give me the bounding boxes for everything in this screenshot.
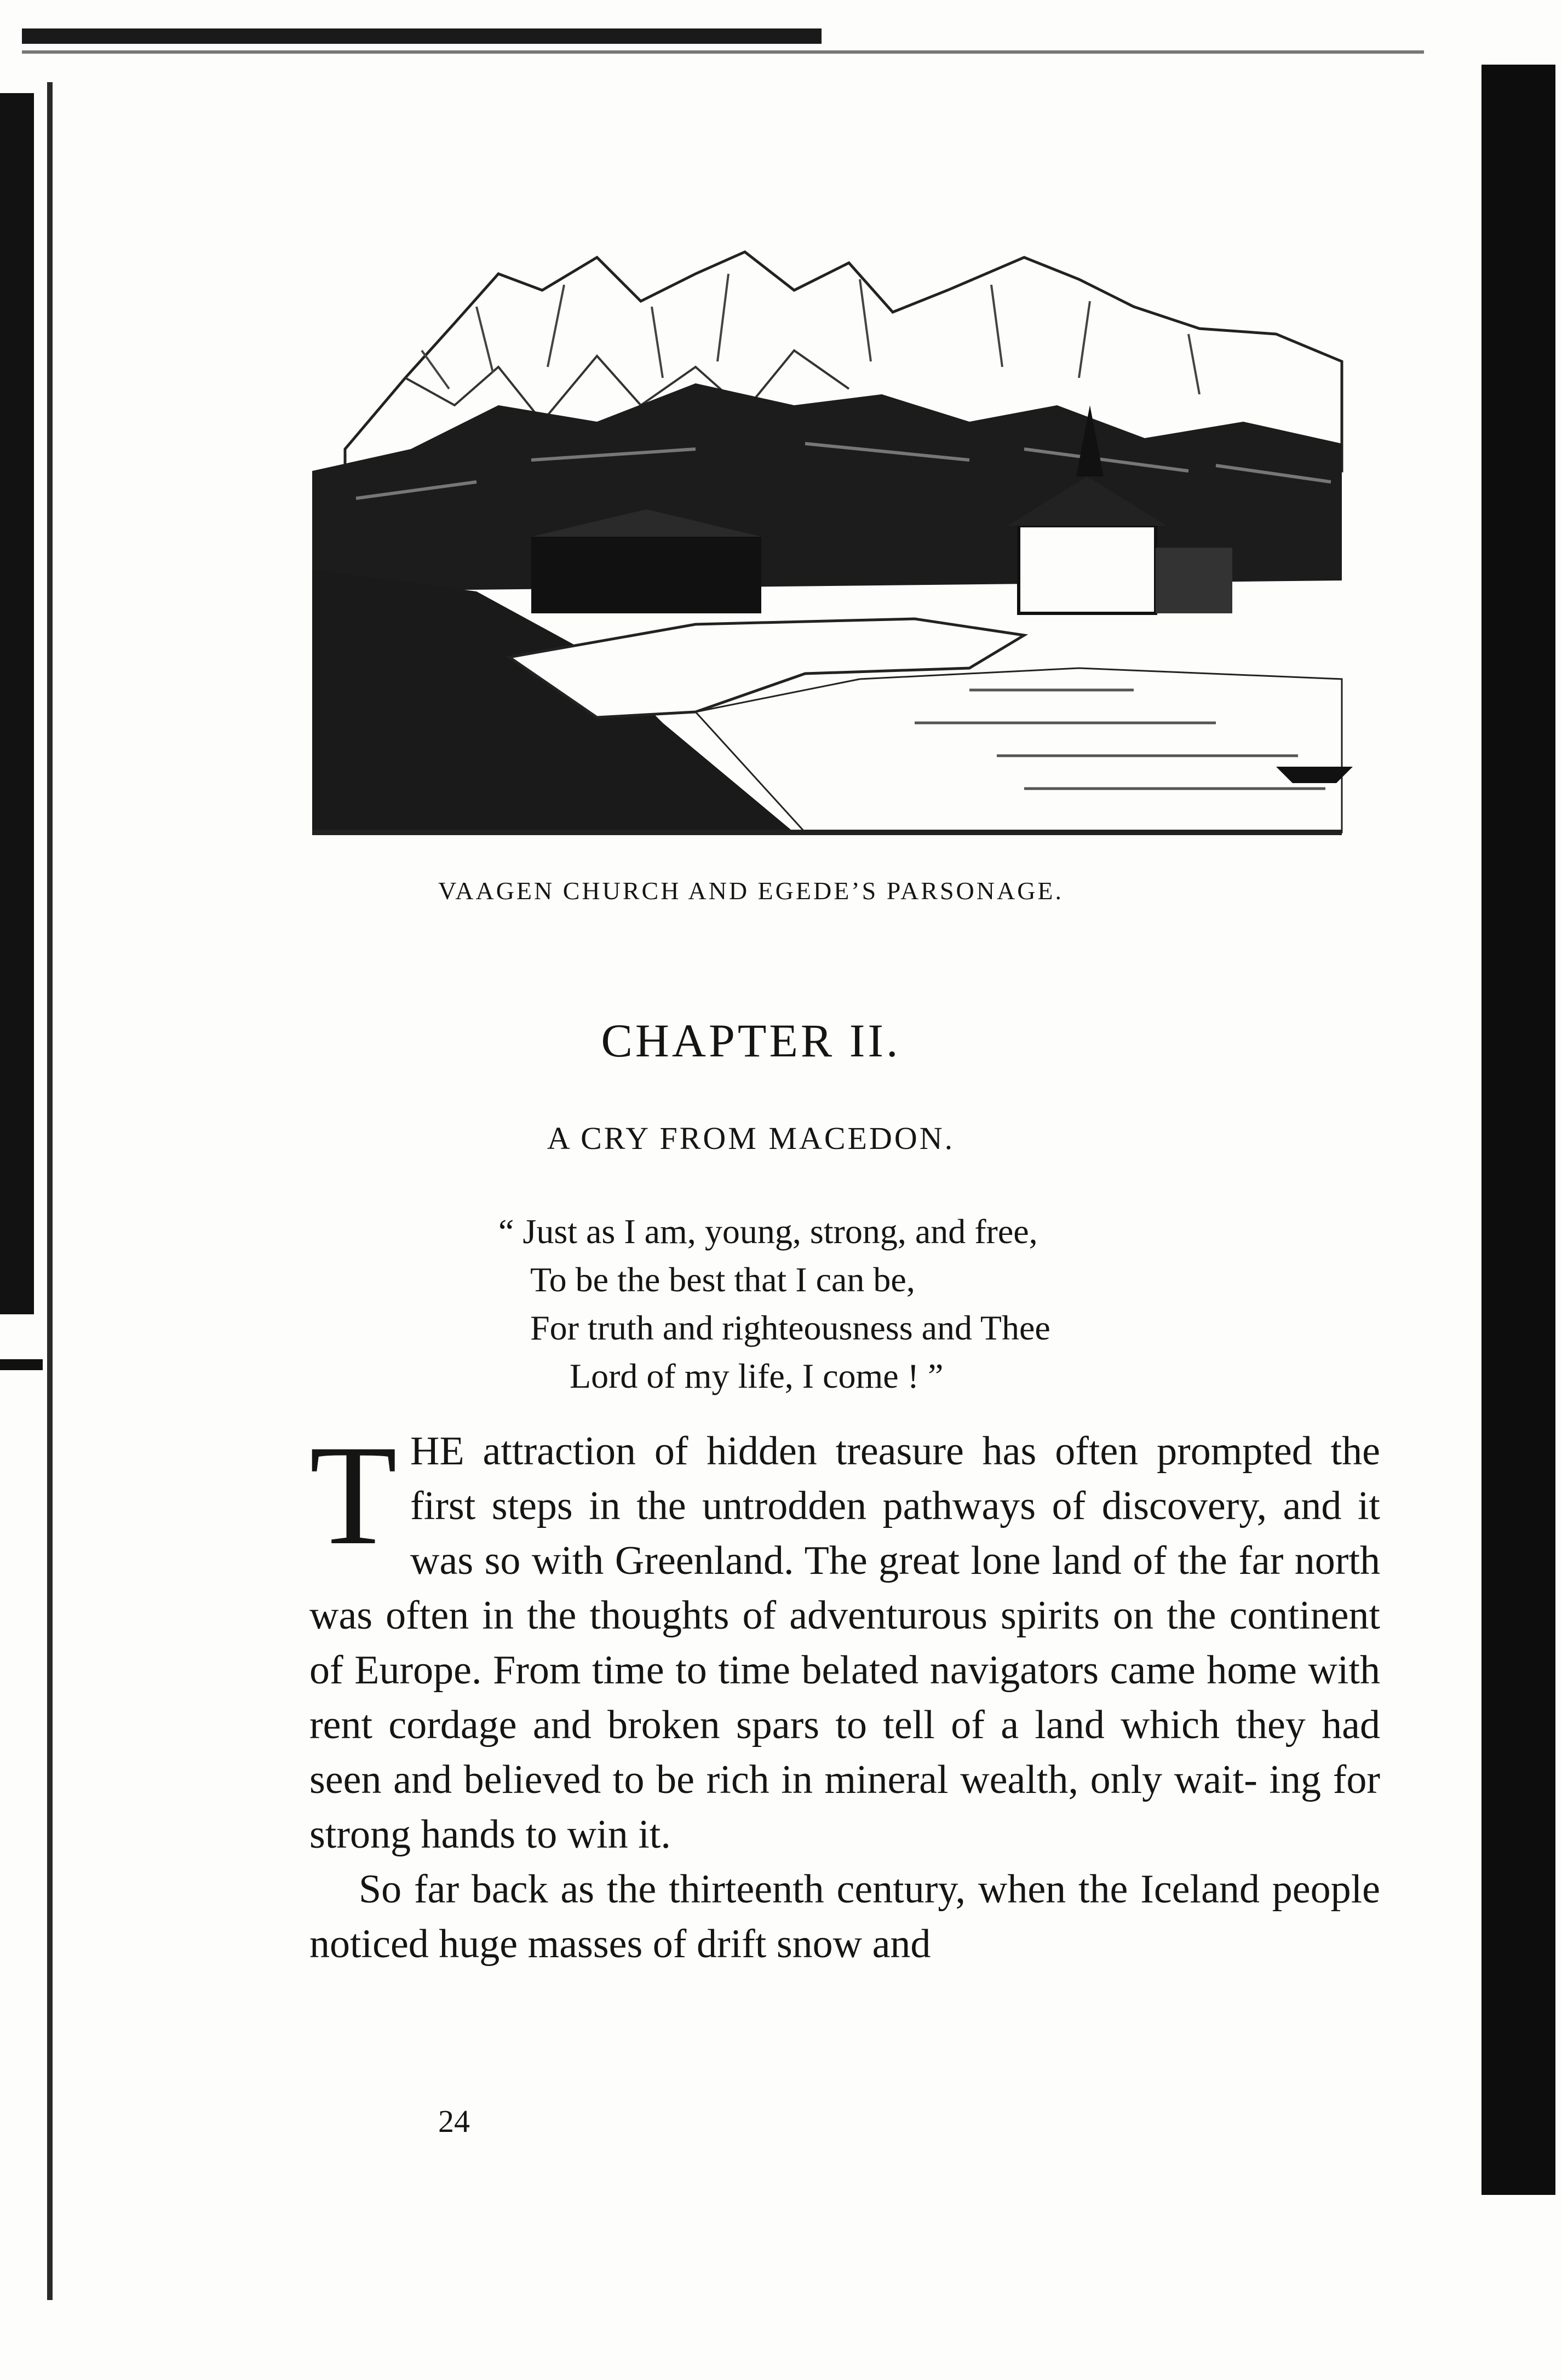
scan-border-top-thin [22, 50, 1424, 54]
page-number: 24 [438, 2103, 470, 2139]
epigraph-line: For truth and righteousness and Thee [530, 1308, 1050, 1347]
epigraph-line: Lord of my life, I come ! ” [570, 1356, 944, 1395]
chapter-subtitle: A CRY FROM MACEDON. [547, 1120, 955, 1156]
illustration-caption: VAAGEN CHURCH AND EGEDE’S PARSONAGE. [438, 877, 1064, 905]
scan-border-left-line [47, 82, 53, 2300]
engraving-illustration [312, 241, 1358, 843]
epigraph [498, 1208, 1050, 1400]
paragraph [309, 1416, 1380, 1862]
paragraph-text: HE attraction of hidden treasure has often prompted the first steps in the untrodden pathways of discovery, and it was so with Greenland. The great lone land of the far north was often in the thoughts of adventurous spirits on the continent of Europe. From time to time belated navigators came home with rent cordage and broken spars to tell of a land which they had seen and believed to be rich in mineral wealth, only wait- ing for strong hands to win it. [309, 1429, 1380, 1857]
scan-border-top [22, 28, 822, 44]
chapter-title: CHAPTER II. [601, 1014, 901, 1067]
paragraph: So far back as the thirteenth century, when the Iceland people noticed huge masses of drift snow and [309, 1867, 1380, 1967]
body-text [309, 1416, 1380, 1971]
scan-border-left-mark [0, 1359, 43, 1370]
epigraph-line: To be the best that I can be, [530, 1260, 915, 1299]
epigraph-line: “ Just as I am, young, strong, and free, [498, 1212, 1038, 1251]
drop-cap: T [309, 1416, 398, 1574]
